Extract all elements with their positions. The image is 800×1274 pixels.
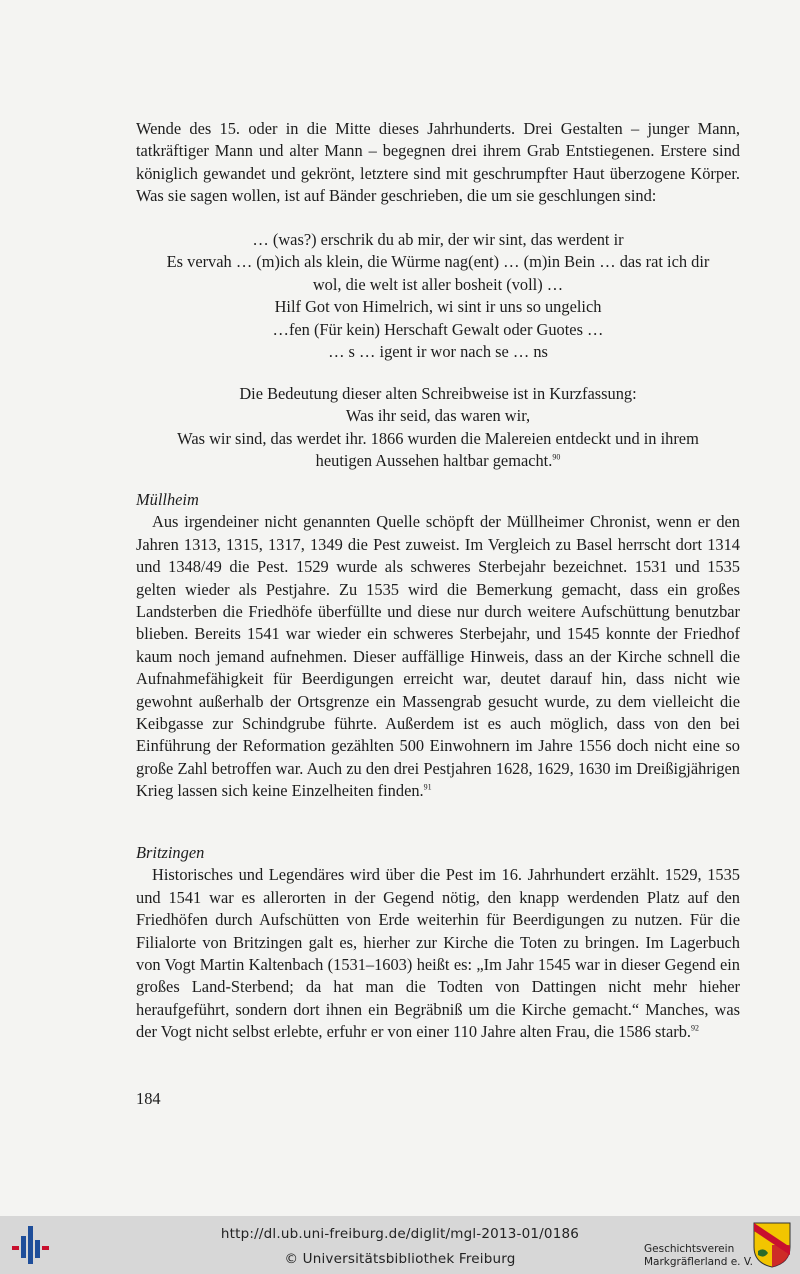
meaning-line: heutigen Aussehen haltbar gemacht.$^{90}$	[315, 451, 561, 471]
page-number-block	[136, 1088, 740, 1110]
verse-line: wol, die welt ist aller bosheit (voll) …	[312, 274, 564, 294]
verse-line: …fen (Für kein) Herschaft Gewalt oder Guotes …	[272, 319, 604, 339]
section-heading: Britzingen	[136, 843, 205, 862]
markgraeflerland-crest-icon[interactable]	[752, 1221, 792, 1269]
verse-line: … s … igent ir wor nach se … ns	[328, 342, 548, 362]
section-body: Historisches und Legendäres wird über die Pest im 16. Jahrhundert erzählt. 1529, 1535 und 1541 war es allerorten in der Gegend nötig, den knapp werdenden Platz auf den Friedhöfen durch Aufschütten von Erde weiterhin für Beerdigungen zu nutzen. Für die Filialorte von Britzingen galt es, hierher zur Kirche die Toten zu bringen. Im Lagerbuch von Vogt Martin Kaltenbach (1531–1603) heißt es: „Im Jahr 1545 war in dieser Gegend ein großes Land-Sterbend; da hat man die Todten von Dattingen nicht mehr hieher heraufgeführt, sondern dort ihnen ein Begräbniß um die Kirche gemacht.“ Manches, was der Vogt nicht selbst erlebte, erfuhr er von einer 110 Jahre alten Frau, die 1586 starb.$^{92}$	[136, 865, 740, 1042]
footnote-marker: 91	[423, 782, 432, 792]
intro-paragraph: Wende des 15. oder in die Mitte dieses Jahrhunderts. Drei Gestalten – junger Mann, tatkräftiger Mann und alter Mann – begegnen drei ihrem Grab Entstiegenen. Erstere sind königlich gewandet und gekrönt, letztere sind mit geschrumpfter Haut überzogene Körper. Was sie sagen wollen, ist auf Bänder geschrieben, die um sie geschlungen sind:	[136, 119, 740, 206]
verse-line: Es vervah … (m)ich als klein, die Würme nag(ent) … (m)in Bein … das rat ich dir	[166, 252, 710, 272]
footnote-marker: 90	[552, 452, 561, 462]
org-name-line: Markgräflerland e. V.	[644, 1256, 754, 1268]
footnote-marker: 92	[691, 1023, 699, 1033]
section-body: Aus irgendeiner nicht genannten Quelle schöpft der Müllheimer Chronist, wenn er den Jahren 1313, 1315, 1317, 1349 die Pest zuweist. Im Vergleich zu Basel herrscht dort 1314 und 1348/49 die Pest. 1529 wurde als schweres Sterbejahr bezeichnet. 1531 und 1535 gelten wieder als Pestjahre. Zu 1535 wird die Bemerkung gemacht, dass ein großes Landsterben die Friedhöfe überfüllte und diese nur durch weitere Aufschüttung benutzbar blieben. Bereits 1541 war wieder ein schweres Sterbejahr, und 1545 konnte der Friedhof kaum noch jemand aufnehmen. Dieser auffällige Hinweis, dass an der Kirche schnell die Aufnahmefähigkeit für Beerdigungen erreicht war, deutet darauf hin, dass nicht wie gewohnt außerhalb der Ortsgrenze ein Massengrab gesucht wurde, zu dem vielleicht die Keibgasse zur Schindgrube führte. Außerdem ist es auch möglich, dass von den bei Einführung der Reformation gezählten 500 Einwohnern im Jahre 1556 doch nicht eine so große Zahl betroffen war. Auch zu den drei Pestjahren 1628, 1629, 1630 im Dreißigjährigen Krieg lassen sich keine Einzelheiten finden.$^{91}$	[136, 512, 740, 801]
verse-line: Hilf Got von Himelrich, wi sint ir uns so ungelich	[274, 297, 602, 317]
meaning-line: Was ihr seid, das waren wir,	[345, 406, 531, 426]
verse-block	[133, 229, 743, 363]
org-name	[644, 1243, 753, 1269]
verse-line: … (was?) erschrik du ab mir, der wir sint, das werdent ir	[252, 230, 624, 249]
footer-bar	[0, 1216, 800, 1274]
section-muellheim	[136, 489, 740, 803]
copyright-text: © Universitätsbibliothek Freiburg	[284, 1251, 516, 1267]
intro-block	[136, 118, 740, 208]
page-number: 184	[136, 1089, 161, 1108]
meaning-line: Was wir sind, das werdet ihr. 1866 wurden die Malereien entdeckt und in ihrem	[177, 428, 699, 448]
meaning-block	[136, 383, 740, 473]
meaning-intro: Die Bedeutung dieser alten Schreibweise ist in Kurzfassung:	[239, 384, 637, 403]
section-heading: Müllheim	[136, 490, 199, 509]
document-url-link[interactable]: http://dl.ub.uni-freiburg.de/diglit/mgl-2013-01/0186	[220, 1226, 580, 1242]
org-name-line: Geschichtsverein	[644, 1243, 735, 1255]
section-britzingen	[136, 842, 740, 1044]
